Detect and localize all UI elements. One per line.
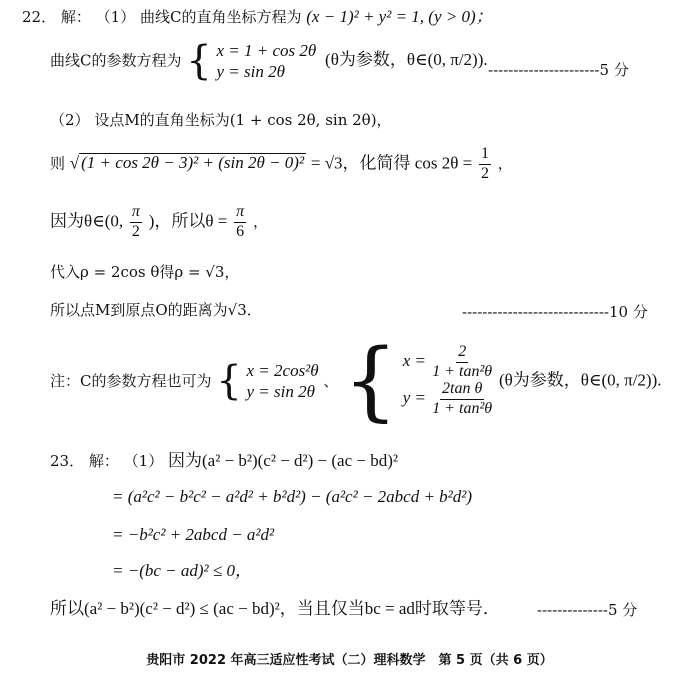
sqrt-icon: √ — [69, 153, 80, 173]
q23-line3: = −b²c² + 2abcd − a²d² — [112, 525, 275, 544]
q23-because-eq: 因为(a² − b²)(c² − d²) − (ac − bd)² — [168, 451, 398, 470]
q23-line1 — [50, 452, 398, 471]
q23-p1-label: （1） — [123, 452, 164, 470]
q22-because-line — [50, 204, 268, 241]
q22-p1-text: 曲线C的直角坐标方程为 — [140, 8, 302, 26]
q22-score10: -----------------------------10 分 — [462, 303, 648, 321]
q22-note-x2-frac — [432, 344, 492, 381]
q22-jie: 解： — [60, 8, 91, 26]
q22-note-x2 — [403, 344, 494, 381]
q22-note-lead: 注：C的参数方程也可为 — [50, 371, 212, 390]
q22-pi-six-frac — [234, 204, 246, 241]
brace-icon: { — [186, 38, 212, 85]
q22-p1-label: （1） — [95, 8, 136, 26]
q22-because: 因为θ∈(0, — [50, 211, 124, 231]
frac-denominator: 1 + tan²θ — [432, 363, 493, 381]
q22-number: 22． — [22, 8, 57, 26]
q22-param-lead: 曲线C的参数方程为 — [50, 51, 182, 70]
q22-p2-label: （2） — [50, 111, 90, 129]
frac-numerator: 1 — [479, 146, 491, 165]
q22-dist-expr: (1 + cos 2θ − 3)² + (sin 2θ − 0)² — [81, 153, 305, 173]
q22-dist-eq: = √3，化简得 cos 2θ = — [310, 153, 473, 173]
brace-icon: { — [343, 331, 398, 431]
page-footer: 贵阳市 2022 年高三适应性考试（二）理科数学 第 5 页（共 6 页） — [146, 653, 553, 668]
q22-note-sep: 、 — [323, 371, 339, 390]
q22-note-x2-pre: x = — [402, 351, 426, 371]
q23-line5: 所以(a² − b²)(c² − d²) ≤ (ac − bd)²，当且仅当bc = ad时取等号． — [50, 599, 500, 618]
brace-icon: { — [216, 358, 242, 404]
frac-numerator: π — [234, 204, 246, 223]
q22-line1 — [22, 8, 493, 27]
q22-note-system2 — [403, 344, 494, 417]
frac-denominator: 1 + tan²θ — [432, 399, 493, 417]
q22-p1-eq: (x − 1)² + y² = 1, (y > 0)； — [306, 7, 493, 26]
q22-param-y: y = sin 2θ — [216, 62, 285, 82]
q22-half-frac — [479, 146, 491, 183]
q22-score5: ----------------------5 分 — [488, 61, 629, 79]
q22-p2-text: 设点M的直角坐标为(1 + cos 2θ, sin 2θ)， — [94, 111, 392, 129]
q23-line2: = (a²c² − b²c² − a²d² + b²d²) − (a²c² − 2abcd + b²d²) — [112, 487, 473, 506]
comma: ， — [252, 212, 268, 231]
q22-param-system — [217, 40, 317, 83]
comma: ， — [497, 154, 513, 173]
frac-denominator: 2 — [131, 222, 140, 240]
frac-numerator: 2 — [456, 344, 468, 363]
frac-denominator: 2 — [480, 164, 489, 182]
q22-sub-rho: 代入ρ = 2cos θ得ρ = √3， — [50, 263, 240, 281]
q22-p2-line — [50, 112, 392, 129]
frac-numerator: 2tan θ — [440, 381, 484, 400]
q22-dist-line — [50, 146, 513, 183]
q22-note-system1 — [247, 360, 319, 403]
q22-ze: 则 — [50, 154, 66, 173]
q22-note-y2-frac — [432, 381, 492, 418]
q22-note-y2-pre: y = — [402, 388, 426, 408]
frac-denominator: 6 — [236, 222, 245, 240]
q22-note-tail: (θ为参数，θ∈(0, π/2)). — [498, 370, 662, 390]
q22-pi-half-frac — [130, 204, 142, 241]
q22-note-y1: y = sin 2θ — [246, 382, 315, 401]
q22-param-line — [50, 40, 488, 83]
q22-note-y2 — [403, 381, 494, 418]
q22-result: 所以点M到原点O的距离为√3． — [50, 301, 262, 319]
q23-line4: = −(bc − ad)² ≤ 0， — [112, 561, 252, 580]
q23-score5: --------------5 分 — [537, 601, 638, 619]
q23-jie: 解： — [88, 452, 119, 470]
frac-numerator: π — [130, 204, 142, 223]
q22-note-line — [50, 331, 662, 431]
q22-param-x: x = 1 + cos 2θ — [216, 41, 317, 60]
q22-param-note: (θ为参数，θ∈(0, π/2)). — [325, 50, 488, 70]
q22-so-theta: )，所以θ = — [148, 211, 228, 231]
q22-note-x1: x = 2cos²θ — [246, 360, 319, 380]
q23-number: 23． — [50, 452, 85, 470]
